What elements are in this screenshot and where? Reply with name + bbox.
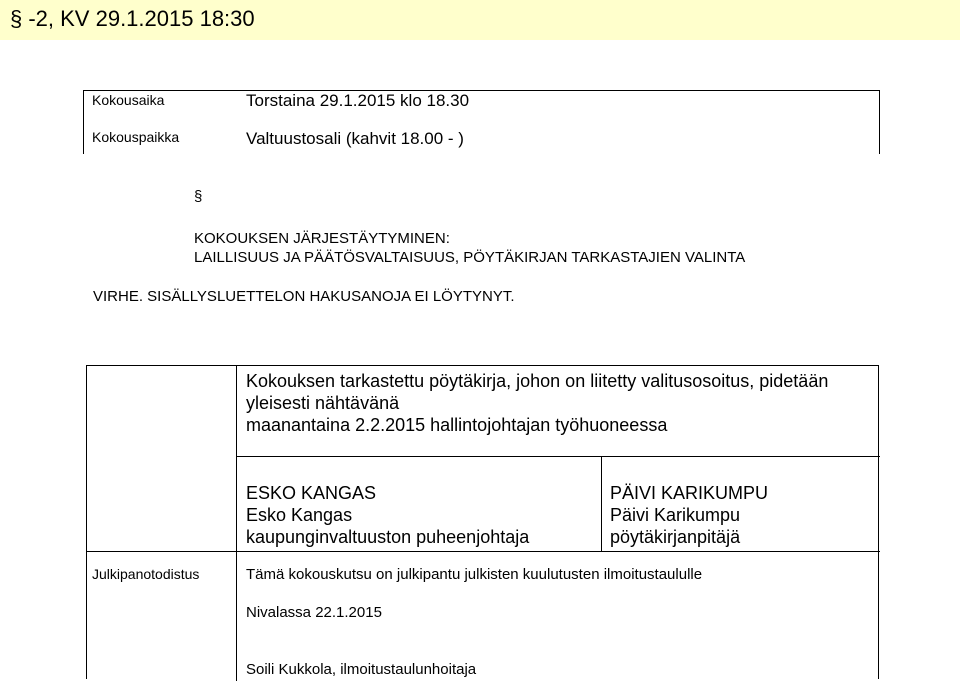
meeting-time-value: Torstaina 29.1.2015 klo 18.30 — [246, 91, 470, 110]
secretary-title: pöytäkirjanpitäjä — [610, 527, 741, 547]
chair-name: Esko Kangas — [246, 505, 353, 525]
publication-label: Julkipanotodistus — [92, 566, 200, 582]
meeting-time-label: Kokousaika — [92, 92, 165, 108]
notice-line3: maanantaina 2.2.2015 hallintojohtajan työhuoneessa — [246, 415, 668, 435]
publication-text: Tämä kokouskutsu on julkipantu julkisten kuulutusten ilmoitustaululle — [246, 566, 703, 583]
signature-divider-vertical — [601, 456, 602, 552]
notice-line1: Kokouksen tarkastettu pöytäkirja, johon on liitetty valitusosoitus, pidetään — [246, 371, 829, 391]
meeting-table-left-border — [83, 90, 84, 154]
section-heading-line2: LAILLISUUS JA PÄÄTÖSVALTAISUUS, PÖYTÄKIRJAN TARKASTAJIEN VALINTA — [194, 249, 746, 266]
meeting-table-right-border — [879, 90, 880, 154]
section-heading-line1: KOKOUKSEN JÄRJESTÄYTYMINEN: — [194, 230, 450, 247]
publication-signer: Soili Kukkola, ilmoitustaulunhoitaja — [246, 661, 477, 678]
secretary-name-caps: PÄIVI KARIKUMPU — [610, 483, 769, 503]
chair-name-caps: ESKO KANGAS — [246, 483, 377, 503]
signature-top-border — [236, 456, 880, 457]
publication-place-date: Nivalassa 22.1.2015 — [246, 604, 382, 621]
notice-line2: yleisesti nähtävänä — [246, 393, 400, 413]
section-symbol: § — [194, 188, 203, 205]
secretary-name: Päivi Karikumpu — [610, 505, 741, 525]
meeting-table-top-border — [83, 90, 880, 91]
meeting-place-label: Kokouspaikka — [92, 129, 180, 145]
notice-box — [86, 365, 879, 679]
document-title: § -2, KV 29.1.2015 18:30 — [10, 6, 255, 31]
document-header — [0, 0, 960, 40]
notice-divider-vertical — [236, 365, 237, 681]
meeting-place-value: Valtuustosali (kahvit 18.00 - ) — [246, 129, 464, 148]
toc-error-message: VIRHE. SISÄLLYSLUETTELON HAKUSANOJA EI LÖYTYNYT. — [93, 288, 515, 305]
publication-top-border — [86, 551, 880, 552]
chair-title: kaupunginvaltuuston puheenjohtaja — [246, 527, 530, 547]
